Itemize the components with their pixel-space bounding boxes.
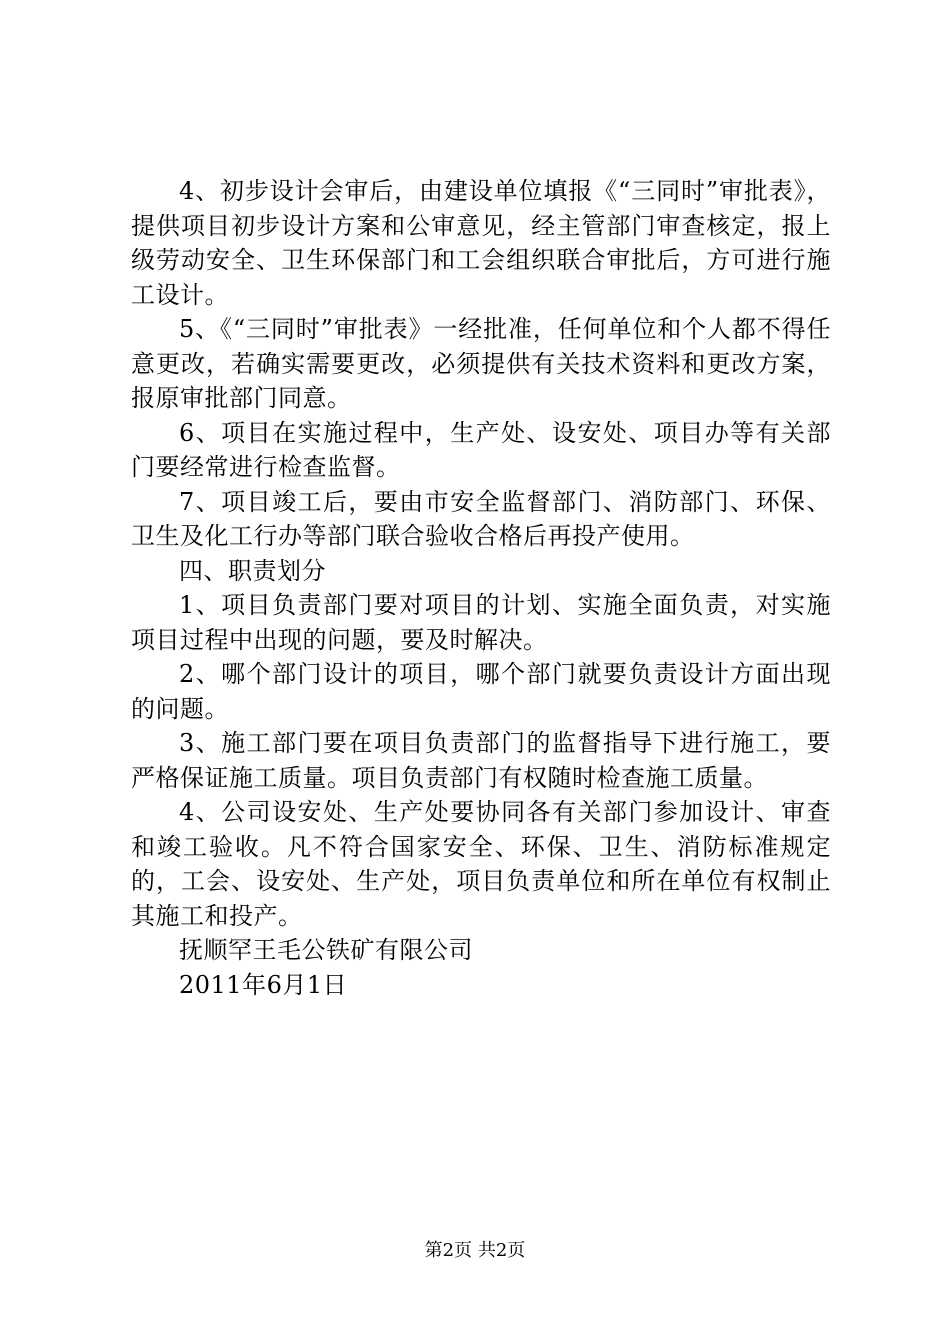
company-signature: 抚顺罕王毛公铁矿有限公司 <box>179 936 473 964</box>
responsibility-item-2: 2、哪个部门设计的项目，哪个部门就要负责设计方面出现的问题。 <box>131 660 831 723</box>
page-number-footer: 第2页 共2页 <box>424 1240 526 1261</box>
paragraph-item-6: 6、项目在实施过程中，生产处、设安处、项目办等有关部门要经常进行检查监督。 <box>131 418 831 481</box>
responsibility-item-4: 4、公司设安处、生产处要协同各有关部门参加设计、审查和竣工验收。凡不符合国家安全、环保、卫生、消防标准规定的，工会、设安处、生产处，项目负责单位和所在单位有权制止其施工和投产。 <box>131 798 831 930</box>
responsibility-item-1: 1、项目负责部门要对项目的计划、实施全面负责，对实施项目过程中出现的问题，要及时解决。 <box>131 591 831 654</box>
responsibility-item-3: 3、施工部门要在项目负责部门的监督指导下进行施工，要严格保证施工质量。项目负责部门有权随时检查施工质量。 <box>131 729 831 792</box>
section-heading-responsibilities: 四、职责划分 <box>179 556 326 585</box>
paragraph-item-4: 4、初步设计会审后，由建设单位填报《“三同时”审批表》，提供项目初步设计方案和公审意见，经主管部门审查核定，报上级劳动安全、卫生环保部门和工会组织联合审批后，方可进行施工设计。 <box>131 177 831 309</box>
paragraph-item-7: 7、项目竣工后，要由市安全监督部门、消防部门、环保、卫生及化工行办等部门联合验收合格后再投产使用。 <box>131 487 831 550</box>
paragraph-item-5: 5、《“三同时”审批表》一经批准，任何单位和个人都不得任意更改，若确实需要更改，必须提供有关技术资料和更改方案，报原审批部门同意。 <box>131 315 831 412</box>
document-body <box>131 174 831 1002</box>
document-date: 2011年6月1日 <box>179 970 348 999</box>
